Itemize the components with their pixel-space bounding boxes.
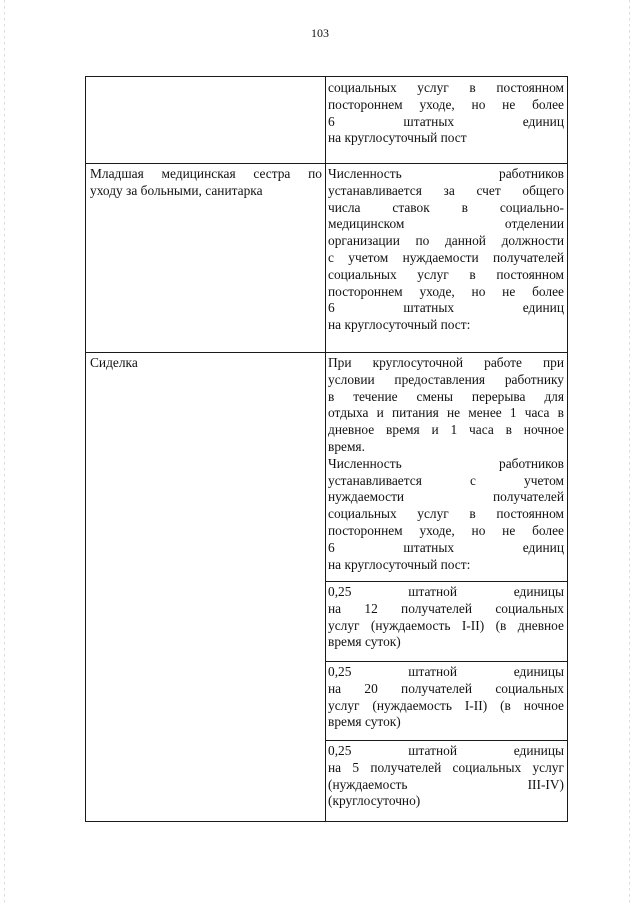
staffing-norm-line: устанавливается за счет общего xyxy=(328,182,564,198)
staffing-norm-line: социальных услуг в постоянном xyxy=(328,266,564,282)
staffing-norm-line: на круглосуточный пост: xyxy=(328,317,471,333)
scan-margin-right xyxy=(629,0,630,905)
staffing-norm-line: 0,25 штатной единицы xyxy=(328,743,564,758)
staffing-norm-cell xyxy=(328,584,564,651)
staffing-norm-line: 0,25 штатной единицы xyxy=(328,584,564,599)
staffing-norm-line: числа ставок в социально- xyxy=(328,199,564,215)
staffing-norm-line: социальных услуг в постоянном xyxy=(328,506,564,522)
staffing-norm-cell xyxy=(328,80,564,147)
staffing-norm-line: Численность работников xyxy=(328,166,564,181)
row-divider xyxy=(325,581,567,582)
staffing-norm-line: (нуждаемость III-IV) xyxy=(328,776,564,792)
position-title-cell xyxy=(90,355,322,372)
staffing-norm-line: постороннем уходе, но не более xyxy=(328,96,564,112)
staffing-norm-line: организации по данной должности xyxy=(328,233,564,249)
staffing-norm-cell xyxy=(328,743,564,810)
staffing-norm-line: 6 штатных единиц xyxy=(328,539,564,555)
staffing-norm-line: При круглосуточной работе при xyxy=(328,355,564,370)
staffing-table xyxy=(85,76,568,822)
position-title-cell xyxy=(90,166,322,200)
staffing-norm-cell xyxy=(328,664,564,731)
row-divider xyxy=(86,163,567,164)
row-divider xyxy=(325,740,567,741)
staffing-norm-line: социальных услуг в постоянном xyxy=(328,80,564,95)
staffing-norm-line: на 20 получателей социальных xyxy=(328,680,564,696)
staffing-norm-line: постороннем уходе, но не более xyxy=(328,283,564,299)
staffing-norm-line: медицинском отделении xyxy=(328,216,564,232)
staffing-norm-line: Численность работников xyxy=(328,455,564,471)
staffing-norm-line: (круглосуточно) xyxy=(328,793,421,809)
staffing-norm-cell xyxy=(328,355,564,573)
staffing-norm-line: услуг (нуждаемость I-II) (в дневное xyxy=(328,617,564,633)
page-number: 103 xyxy=(311,26,329,40)
staffing-norm-line: время. xyxy=(328,438,365,454)
position-title-line: уходу за больными, санитарка xyxy=(90,182,263,198)
staffing-norm-line: 6 штатных единиц xyxy=(328,113,564,129)
staffing-norm-line: на 5 получателей социальных услуг xyxy=(328,759,564,775)
staffing-norm-line: дневное время и 1 часа в ночное xyxy=(328,422,564,438)
position-title-line: Младшая медицинская сестра по xyxy=(90,166,322,181)
staffing-norm-line: на 12 получателей социальных xyxy=(328,600,564,616)
staffing-norm-line: в течение смены перерыва для xyxy=(328,388,564,404)
staffing-norm-line: с учетом нуждаемости получателей xyxy=(328,249,564,265)
staffing-norm-line: время суток) xyxy=(328,634,401,650)
staffing-norm-line: на круглосуточный пост xyxy=(328,130,467,146)
row-divider xyxy=(325,661,567,662)
staffing-norm-line: отдыха и питания не менее 1 часа в xyxy=(328,405,564,421)
staffing-norm-line: устанавливается с учетом xyxy=(328,472,564,488)
staffing-norm-line: нуждаемости получателей xyxy=(328,489,564,505)
scan-margin-left xyxy=(4,0,5,905)
staffing-norm-line: постороннем уходе, но не более xyxy=(328,522,564,538)
position-title-line: Сиделка xyxy=(90,355,138,370)
staffing-norm-line: условии предоставления работнику xyxy=(328,371,564,387)
staffing-norm-line: на круглосуточный пост: xyxy=(328,556,471,572)
staffing-norm-line: 0,25 штатной единицы xyxy=(328,664,564,679)
row-divider xyxy=(86,352,567,353)
column-divider xyxy=(325,77,326,821)
staffing-norm-line: 6 штатных единиц xyxy=(328,300,564,316)
staffing-norm-line: время суток) xyxy=(328,714,401,730)
staffing-norm-cell xyxy=(328,166,564,334)
staffing-norm-line: услуг (нуждаемость I-II) (в ночное xyxy=(328,697,564,713)
